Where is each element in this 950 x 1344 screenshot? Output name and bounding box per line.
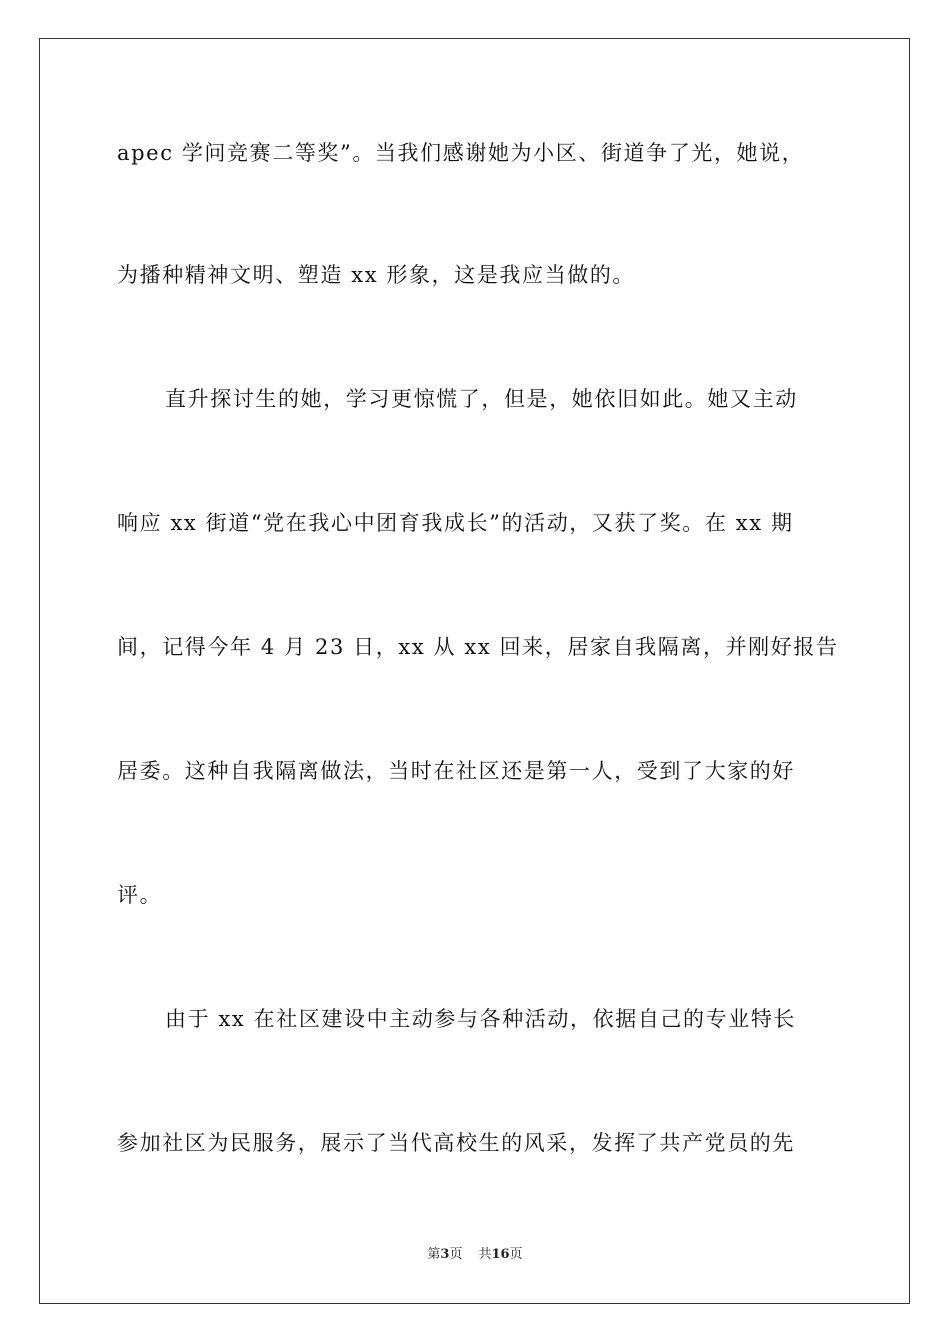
text-line-9: 参加社区为民服务，展示了当代高校生的风采，发挥了共产党员的先 xyxy=(117,1131,795,1155)
text-line-3: 直升探讨生的她，学习更惊慌了，但是，她依旧如此。她又主动 xyxy=(165,387,798,411)
page-footer xyxy=(0,1246,950,1264)
footer-total-prefix: 共 xyxy=(478,1247,492,1262)
footer-total-suffix: 页 xyxy=(509,1247,523,1262)
text-line-1: apec 学问竞赛二等奖”。当我们感谢她为小区、街道争了光，她说， xyxy=(117,141,805,165)
text-line-7: 评。 xyxy=(117,883,163,907)
text-line-5: 间，记得今年 4 月 23 日，xx 从 xx 回来，居家自我隔离，并刚好报告 xyxy=(117,635,839,659)
text-line-4: 响应 xx 街道“党在我心中团育我成长”的活动，又获了奖。在 xx 期 xyxy=(117,511,794,535)
footer-page-prefix: 第 xyxy=(427,1247,441,1262)
footer-page-mid: 页 xyxy=(449,1247,463,1262)
text-line-2: 为播种精神文明、塑造 xx 形象，这是我应当做的。 xyxy=(117,263,636,287)
footer-page-current: 3 xyxy=(440,1247,450,1262)
text-line-8: 由于 xx 在社区建设中主动参与各种活动，依据自己的专业特长 xyxy=(165,1007,797,1031)
text-line-6: 居委。这种自我隔离做法，当时在社区还是第一人，受到了大家的好 xyxy=(117,759,795,783)
page-frame xyxy=(39,38,910,1304)
footer-page-total: 16 xyxy=(491,1247,510,1262)
